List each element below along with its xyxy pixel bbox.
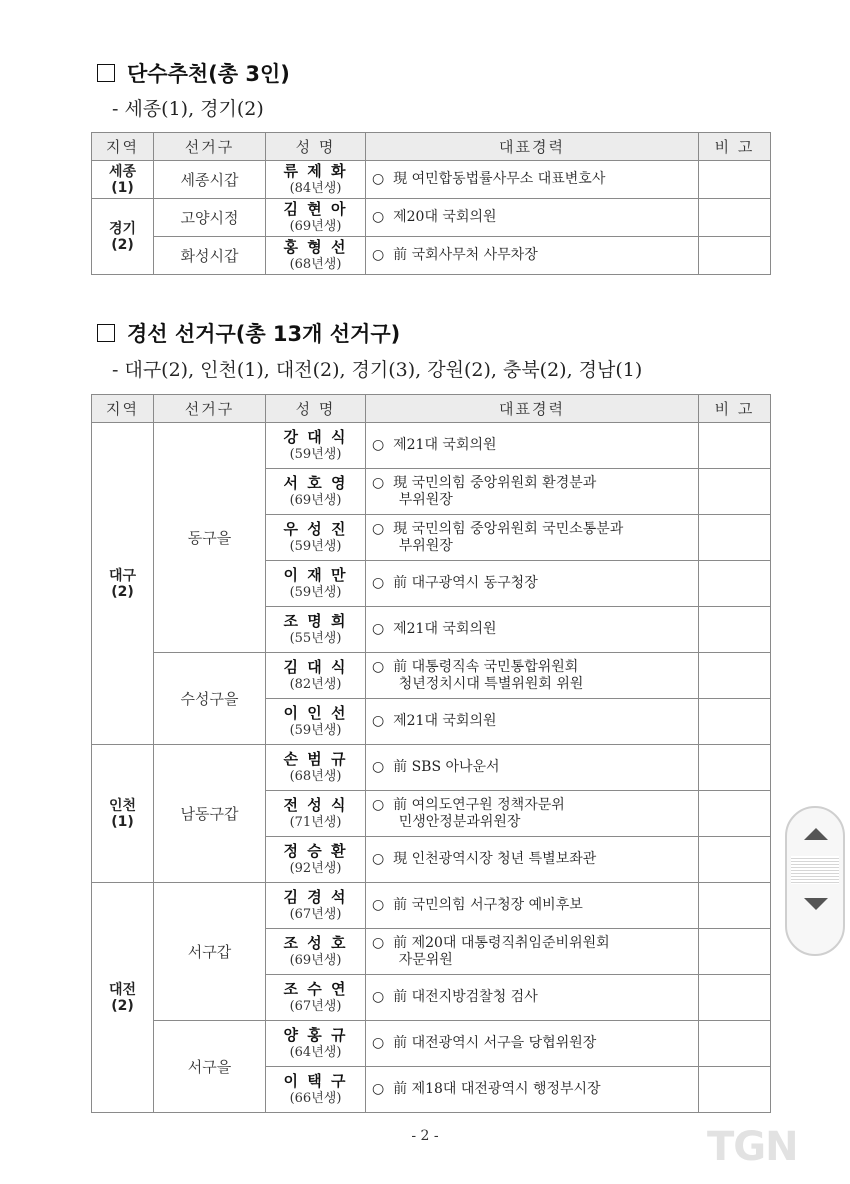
region-cell: 세종 (1) <box>92 161 154 199</box>
section-title-single-nomination: 단수추천(총 3인) <box>97 58 290 88</box>
career-cell: ○ 前 제20대 대통령직취임준비위원회 자문위원 <box>366 929 699 975</box>
district-cell: 서구을 <box>154 1021 266 1113</box>
header-note: 비 고 <box>699 395 771 423</box>
note-cell <box>699 469 771 515</box>
scroll-up-icon[interactable] <box>804 828 828 840</box>
header-career: 대표경력 <box>366 133 699 161</box>
career-cell: ○ 제20대 국회의원 <box>366 199 699 237</box>
single-nomination-table <box>91 132 771 275</box>
page-number: - 2 - <box>411 1128 439 1144</box>
career-cell: ○ 前 대전광역시 서구을 당협위원장 <box>366 1021 699 1067</box>
note-cell <box>699 423 771 469</box>
career-cell: ○ 現 국민의힘 중앙위원회 환경분과 부위원장 <box>366 469 699 515</box>
note-cell <box>699 653 771 699</box>
table-row <box>92 423 771 469</box>
note-cell <box>699 699 771 745</box>
header-note: 비 고 <box>699 133 771 161</box>
career-cell: ○ 제21대 국회의원 <box>366 423 699 469</box>
header-district: 선거구 <box>154 395 266 423</box>
district-cell: 고양시정 <box>154 199 266 237</box>
scroller-grip[interactable] <box>791 856 839 884</box>
career-cell: ○ 前 대전지방검찰청 검사 <box>366 975 699 1021</box>
candidate-cell: 손 범 규 (68년생) <box>266 745 366 791</box>
checkbox-square-icon <box>97 324 115 342</box>
header-region: 지역 <box>92 395 154 423</box>
header-region: 지역 <box>92 133 154 161</box>
region-cell: 경기 (2) <box>92 199 154 275</box>
career-cell: ○ 前 제18대 대전광역시 행정부시장 <box>366 1067 699 1113</box>
section-subtitle-primary-districts: - 대구(2), 인천(1), 대전(2), 경기(3), 강원(2), 충북(2), 경남(1) <box>112 359 643 381</box>
district-cell: 동구을 <box>154 423 266 653</box>
tgn-watermark-logo: TGN <box>707 1124 798 1170</box>
candidate-cell: 전 성 식 (71년생) <box>266 791 366 837</box>
table-row <box>92 883 771 929</box>
career-cell: ○ 前 여의도연구원 정책자문위 민생안정분과위원장 <box>366 791 699 837</box>
note-cell <box>699 837 771 883</box>
note-cell <box>699 1021 771 1067</box>
candidate-cell: 류 제 화 (84년생) <box>266 161 366 199</box>
candidate-cell: 이 택 구 (66년생) <box>266 1067 366 1113</box>
note-cell <box>699 199 771 237</box>
section-title-primary-districts: 경선 선거구(총 13개 선거구) <box>97 318 400 348</box>
career-cell: ○ 現 여민합동법률사무소 대표변호사 <box>366 161 699 199</box>
primary-districts-table <box>91 394 771 1113</box>
district-cell: 수성구을 <box>154 653 266 745</box>
career-cell: ○ 제21대 국회의원 <box>366 607 699 653</box>
district-cell: 화성시갑 <box>154 237 266 275</box>
section-subtitle-single-nomination: - 세종(1), 경기(2) <box>112 98 264 120</box>
candidate-cell: 조 명 희 (55년생) <box>266 607 366 653</box>
note-cell <box>699 791 771 837</box>
candidate-cell: 조 성 호 (69년생) <box>266 929 366 975</box>
career-cell: ○ 前 대구광역시 동구청장 <box>366 561 699 607</box>
note-cell <box>699 607 771 653</box>
candidate-cell: 조 수 연 (67년생) <box>266 975 366 1021</box>
note-cell <box>699 161 771 199</box>
career-cell: ○ 前 국민의힘 서구청장 예비후보 <box>366 883 699 929</box>
header-district: 선거구 <box>154 133 266 161</box>
district-cell: 세종시갑 <box>154 161 266 199</box>
scroll-down-icon[interactable] <box>804 898 828 910</box>
candidate-cell: 정 승 환 (92년생) <box>266 837 366 883</box>
candidate-cell: 김 현 아 (69년생) <box>266 199 366 237</box>
header-career: 대표경력 <box>366 395 699 423</box>
note-cell <box>699 237 771 275</box>
table-row <box>92 237 771 275</box>
candidate-cell: 우 성 진 (59년생) <box>266 515 366 561</box>
career-cell: ○ 前 국회사무처 사무차장 <box>366 237 699 275</box>
district-cell: 서구갑 <box>154 883 266 1021</box>
candidate-cell: 이 재 만 (59년생) <box>266 561 366 607</box>
district-cell: 남동구갑 <box>154 745 266 883</box>
table-header-row <box>92 395 771 423</box>
region-cell: 인천 (1) <box>92 745 154 883</box>
career-cell: ○ 現 국민의힘 중앙위원회 국민소통분과 부위원장 <box>366 515 699 561</box>
candidate-cell: 이 인 선 (59년생) <box>266 699 366 745</box>
note-cell <box>699 515 771 561</box>
candidate-cell: 김 경 석 (67년생) <box>266 883 366 929</box>
candidate-cell: 양 홍 규 (64년생) <box>266 1021 366 1067</box>
note-cell <box>699 561 771 607</box>
region-cell: 대구 (2) <box>92 423 154 745</box>
note-cell <box>699 1067 771 1113</box>
header-name: 성 명 <box>266 133 366 161</box>
checkbox-square-icon <box>97 64 115 82</box>
table-row <box>92 199 771 237</box>
career-cell: ○ 前 SBS 아나운서 <box>366 745 699 791</box>
table-row <box>92 1021 771 1067</box>
candidate-cell: 서 호 영 (69년생) <box>266 469 366 515</box>
table-row <box>92 161 771 199</box>
note-cell <box>699 929 771 975</box>
table-row <box>92 653 771 699</box>
header-name: 성 명 <box>266 395 366 423</box>
page-scroller[interactable] <box>785 806 845 956</box>
table-row <box>92 745 771 791</box>
region-cell: 대전 (2) <box>92 883 154 1113</box>
career-cell: ○ 前 대통령직속 국민통합위원회 청년정치시대 특별위원회 위원 <box>366 653 699 699</box>
candidate-cell: 김 대 식 (82년생) <box>266 653 366 699</box>
note-cell <box>699 883 771 929</box>
career-cell: ○ 現 인천광역시장 청년 특별보좌관 <box>366 837 699 883</box>
table-header-row <box>92 133 771 161</box>
note-cell <box>699 975 771 1021</box>
career-cell: ○ 제21대 국회의원 <box>366 699 699 745</box>
candidate-cell: 홍 형 선 (68년생) <box>266 237 366 275</box>
note-cell <box>699 745 771 791</box>
candidate-cell: 강 대 식 (59년생) <box>266 423 366 469</box>
